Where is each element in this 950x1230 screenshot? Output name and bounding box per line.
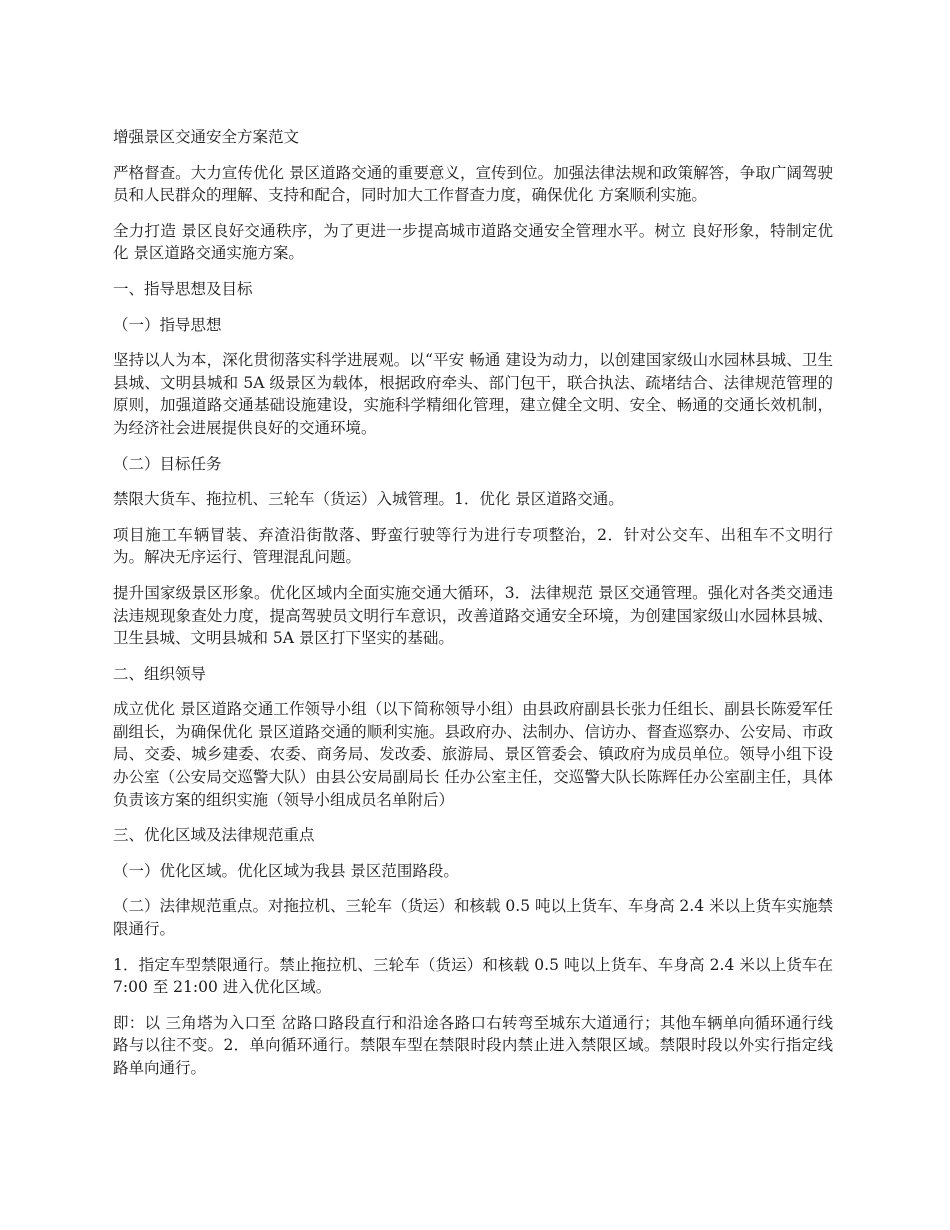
paragraph-organization: 成立优化 景区道路交通工作领导小组（以下简称领导小组）由县政府副县长张力任组长、副县长陈爱军任副组长，为确保优化 景区道路交通的顺利实施。县政府办、法制办、信访办、督查巡察办、公安局、市政局、交委、城乡建委、农委、商务局、发改委、旅游局、景区管委会、镇政府为成员单位。领导小组下设办公室（公安局交巡警大队）由县公安局副局长 任办公室主任，交巡警大队长陈辉任办公室副主任，具体负责该方案的组织实施（领导小组成员名单附后） [113, 700, 833, 809]
paragraph-task-2: 项目施工车辆冒装、弃渣沿街散落、野蛮行驶等行为进行专项整治，2．针对公交车、出租车不文明行为。解决无序运行、管理混乱问题。 [113, 525, 833, 567]
paragraph-intro: 全力打造 景区良好交通秩序，为了更进一步提高城市道路交通安全管理水平。树立 良好形象，特制定优化 景区道路交通实施方案。 [113, 221, 833, 263]
paragraph-supervision: 严格督查。大力宣传优化 景区道路交通的重要意义，宣传到位。加强法律法规和政策解答，争取广阔驾驶员和人民群众的理解、支持和配合，同时加大工作督查力度，确保优化 方案顺利实施。 [113, 163, 833, 205]
document-title: 增强景区交通安全方案范文 [113, 128, 300, 146]
heading-section-2: 二、组织领导 [113, 664, 207, 683]
heading-section-1: 一、指导思想及目标 [113, 279, 253, 298]
document-page [113, 126, 833, 1093]
paragraph-guiding-thought: 坚持以人为本，深化贯彻落实科学进展观。以“平安 畅通 建设为动力，以创建国家级山水园林县城、卫生县城、文明县城和 5A 级景区为载体，根据政府牵头、部门包干，联合执法、疏堵结合、法律规范管理的原则，加强道路交通基础设施建设，实施科学精细化管理，建立健全文明、安全、畅通的交通长效机制，为经济社会进展提供良好的交通环境。 [113, 351, 833, 437]
heading-section-3: 三、优化区域及法律规范重点 [113, 826, 315, 845]
paragraph-restriction-1: 1．指定车型禁限通行。禁止拖拉机、三轮车（货运）和核载 0.5 吨以上货车、车身高 2.4 米以上货车在 7:00 至 21:00 进入优化区域。 [113, 955, 833, 997]
heading-target-tasks: （二）目标任务 [113, 454, 222, 473]
paragraph-task-3: 提升国家级景区形象。优化区域内全面实施交通大循环，3．法律规范 景区交通管理。强化对各类交通违法违规现象查处力度，提高驾驶员文明行车意识，改善道路交通安全环境，为创建国家级山水园林县城、卫生县城、文明县城和 5A 景区打下坚实的基础。 [113, 583, 833, 648]
paragraph-regulation-focus: （二）法律规范重点。对拖拉机、三轮车（货运）和核载 0.5 吨以上货车、车身高 2.4 米以上货车实施禁限通行。 [113, 897, 834, 939]
paragraph-area: （一）优化区域。优化区域为我县 景区范围路段。 [113, 861, 459, 880]
heading-guiding-thought: （一）指导思想 [113, 315, 222, 334]
paragraph-restriction-2: 即：以 三角塔为入口至 岔路口路段直行和沿途各路口右转弯至城东大道通行；其他车辆单向循环通行线路与以往不变。2．单向循环通行。禁限车型在禁限时段内禁止进入禁限区域。禁限时段以外实行指定线路单向通行。 [113, 1013, 833, 1077]
paragraph-task-1: 禁限大货车、拖拉机、三轮车（货运）入城管理。1．优化 景区道路交通。 [113, 490, 624, 509]
